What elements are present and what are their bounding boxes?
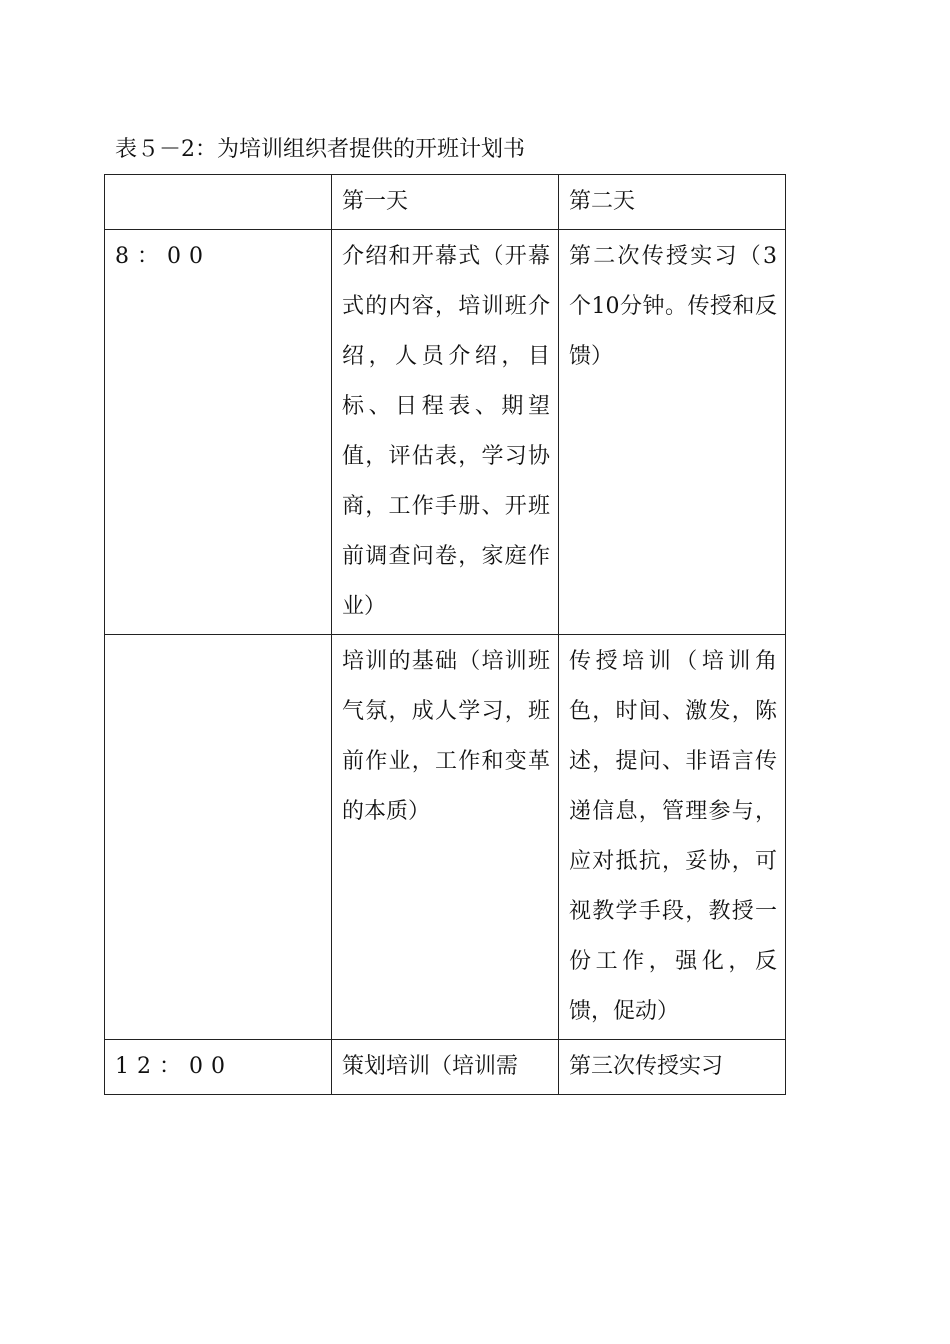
day2-cell: 传授培训（培训角色，时间、激发，陈述，提问、非语言传递信息，管理参与，应对抵抗，妥协，可视教学手段，教授一份工作，强化，反馈，促动） <box>559 635 786 1040</box>
header-day2: 第二天 <box>559 175 786 230</box>
table-row <box>105 635 786 1040</box>
table-header-row <box>105 175 786 230</box>
header-day1: 第一天 <box>332 175 559 230</box>
table-caption: 表５－2：为培训组织者提供的开班计划书 <box>115 137 525 162</box>
table-row <box>105 230 786 635</box>
training-plan-table <box>104 174 786 1095</box>
day1-cell: 介绍和开幕式（开幕式的内容，培训班介绍，人员介绍，目标、日程表、期望值，评估表，学习协商，工作手册、开班前调查问卷，家庭作业） <box>332 230 559 635</box>
day1-cell: 策划培训（培训需 <box>332 1040 559 1095</box>
time-cell <box>105 635 332 1040</box>
day2-cell: 第三次传授实习 <box>559 1040 786 1095</box>
day2-cell: 第二次传授实习（3个10分钟。传授和反馈） <box>559 230 786 635</box>
time-cell: 12：00 <box>105 1040 332 1095</box>
table-row <box>105 1040 786 1095</box>
time-cell: 8：00 <box>105 230 332 635</box>
header-time <box>105 175 332 230</box>
day1-cell: 培训的基础（培训班气氛，成人学习，班前作业，工作和变革的本质） <box>332 635 559 1040</box>
